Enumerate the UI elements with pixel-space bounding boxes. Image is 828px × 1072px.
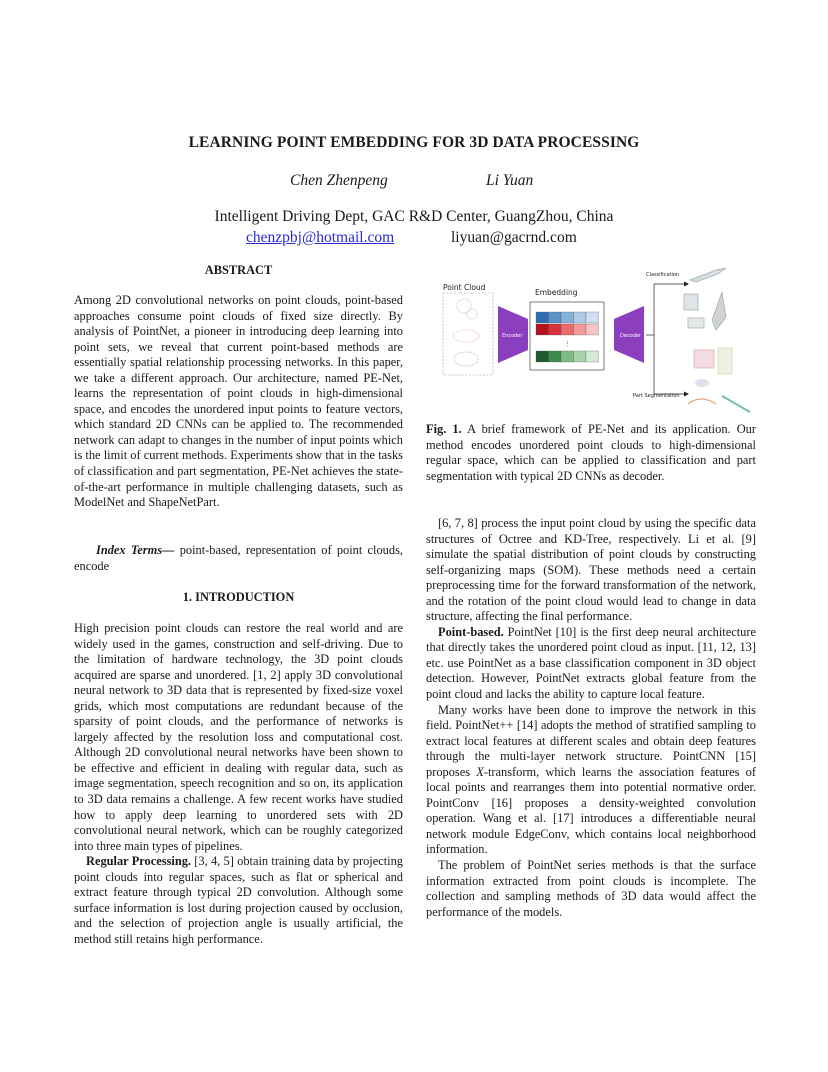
author-name: Chen Zhenpeng [290,172,388,189]
intro-left-column [74,621,403,947]
classification-samples [684,268,726,330]
paragraph-lead: Point-based. [438,624,504,639]
paragraph-text: -transform, which learns the association features of local points and rearranges them into potential normative order. PointConv [16] proposes a density-weighted convolution operation. Wang et al. [17] introduces a differentiable neural network module EdgeConv, which contains local neighborhood information. [426,764,756,857]
embedding-cell-blue-row [574,312,587,323]
paragraph [426,625,756,703]
point-cloud-label: Point Cloud [443,283,486,292]
embedding-cell-red-row [586,324,599,335]
paragraph: High precision point clouds can restore the real world and are widely used in the games, construction and self-driving. Due to the limitation of hardware technology, the 3D point clouds acquired are sparse and unordered. [1, 2] apply 3D convolutional neural network to 3D data that is represented by fixed-size voxel grids, which most computations are redundant because of the sparsity of point clouds, and the performance of networks is largely affected by the resolution loss and computational cost. Although 2D convolutional neural networks have been shown to be effective and efficient in dealing with regular data, such as image segmentation, speech recognition and so on, its application to 3D data remains a challenge. A few recent works have studied how to apply deep learning to unordered sets with 2D convolutional neural network, which can be roughly categorized into three main types of pipelines. [74,621,403,853]
classification-label: Classification [646,272,680,278]
part-segmentation-label: Part Segmentation [633,393,680,399]
paragraph: The problem of PointNet series methods is that the surface information extracted from point clouds is incomplete. The collection and sampling methods of 3D data would affect the performance of the models. [426,858,756,919]
embedding-cell-blue-row [561,312,574,323]
embedding-cell-green-row [574,351,587,362]
paragraph-text: Many works have been done to improve the network in this field. PointNet++ [14] adopts the method of stratified sampling to extract local features at different scales and obtain deep features through the multi-layer network structure. PointCNN [15] proposes [426,702,756,779]
paragraph-text: PointNet [10] is the first deep neural architecture that directly takes the unordered point cloud as input. [11, 12, 13] etc. use PointNet as a base classification component in 3D object detection. However, PointNet extracts global feature from the point cloud and lacks the ability to capture local feature. [426,624,756,702]
point-cloud-box [443,293,493,375]
email-text: liyuan@gacrnd.com [451,229,577,246]
index-terms-label: Index Terms— [96,543,175,557]
intro-right-column [426,516,756,920]
embedding-cell-red-row [561,324,574,335]
embedding-cell-green-row [536,351,549,362]
affiliation: Intelligent Driving Dept, GAC R&D Center, GuangZhou, China [214,208,614,225]
embedding-cell-blue-row [536,312,549,323]
embedding-cell-red-row [574,324,587,335]
framework-diagram [426,262,756,420]
figure-1 [426,262,756,420]
paper-title: LEARNING POINT EMBEDDING FOR 3D DATA PROCESSING [188,134,640,151]
point-cloud-samples [453,299,479,366]
embedding-cell-red-row [536,324,549,335]
encoder-label: Encoder [502,333,523,339]
embedding-cell-blue-row [586,312,599,323]
abstract-text: Among 2D convolutional networks on point clouds, point-based approaches consume point clouds of fixed size directly. By analysis of PointNet, a pioneer in introducing deep learning into point sets, we reveal that current point-based methods are essentially spatial relationship processing networks. In this paper, we take a different approach. Our architecture, named PE-Net, learns the representation of point clouds in high-dimensional space, and encodes the unordered input points to feature vectors, which standard 2D CNNs can be applied to. The recommended network can adapt to changes in the number of input points which is the limit of current methods. Experiments show that in the tasks of classification and part segmentation, PE-Net achieves the state-of-the-art performance in multiple challenging datasets, such as ModelNet and ShapeNetPart. [74,293,403,510]
embedding-cell-green-row [549,351,562,362]
caption-text: A brief framework of PE-Net and its application. Our method encodes unordered point clouds to high-dimensional regular space, which can be applied to classification and part segmentation with typical 2D CNNs as decoder. [426,422,757,483]
embedding-cell-red-row [549,324,562,335]
caption-label: Fig. 1. [426,422,462,436]
abstract-body [74,293,403,511]
embedding-cell-green-row [561,351,574,362]
segmentation-samples [688,348,750,412]
email-link-text[interactable]: chenzpbj@hotmail.com [246,229,395,246]
email-link[interactable] [246,229,394,247]
section-heading: 1. INTRODUCTION [182,590,295,604]
decoder-label: Decoder [620,333,642,339]
paragraph [426,703,756,858]
paragraph-text: [3, 4, 5] obtain training data by projecting point clouds into regular spaces, such as flat or spherical and extract feature through typical 2D convolution. Although some surface information is lost during projection caused by occlusion, and the selection of projection angle is usually artificial, the method still retains high performance. [74,854,403,946]
paragraph: [6, 7, 8] process the input point cloud by using the specific data structures of Octree and KD-Tree, respectively. Li et al. [9] simulate the spatial distribution of point clouds by constructing self-organizing maps (SOM). These methods need a certain preprocessing time for the forward transformation of the network, and the rotation of the point cloud would lead to change in data structure, affecting the final performance. [426,516,756,624]
embedding-cell-green-row [586,351,599,362]
index-terms-text: point-based, representation of point clouds, encode [74,543,403,573]
paragraph [74,854,403,947]
embedding-label: Embedding [535,288,578,297]
abstract-heading: ABSTRACT [204,263,273,277]
ellipsis-mark: ⋮ [564,340,571,348]
index-terms [74,543,403,574]
embedding-cell-blue-row [549,312,562,323]
paragraph-lead: Regular Processing. [86,854,192,869]
paragraph-italic: X [476,764,484,779]
embedding-matrix [536,312,599,362]
figure-caption [426,422,756,484]
author-name: Li Yuan [486,172,534,189]
